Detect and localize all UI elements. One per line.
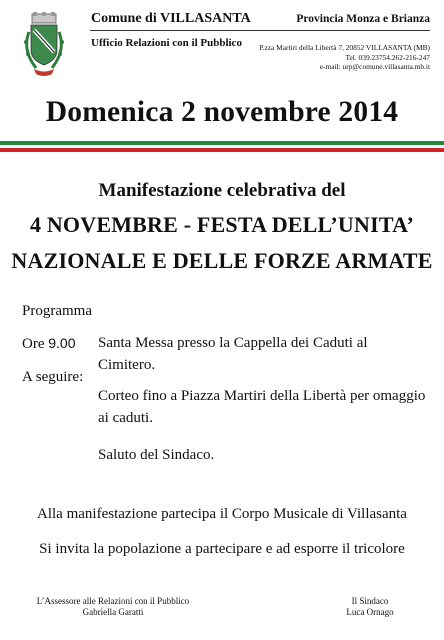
invitation-text: Si invita la popolazione a partecipare e ad esporre il tricolore	[39, 541, 405, 557]
messa-text: Santa Messa presso la Cappella dei Caduti al Cimitero.	[98, 335, 368, 373]
ore-time: 9.00	[48, 335, 76, 351]
municipal-crest-icon	[22, 12, 66, 78]
date-title: Domenica 2 novembre 2014	[45, 96, 399, 128]
assessore-name: Gabriella Garatti	[82, 607, 144, 617]
event-title-line3: NAZIONALE E DELLE FORZE ARMATE	[11, 248, 433, 273]
assessore-signature	[24, 596, 202, 618]
assessore-title: L’Assessore alle Relazioni con il Pubblico	[36, 596, 190, 606]
email-line: e-mail: urp@comune.villasanta.mb.it	[319, 62, 430, 71]
sindaco-signature	[330, 596, 410, 618]
address-line: P.zza Martiri della Libertà 7, 20852 VILLASANTA (MB)	[259, 43, 430, 52]
seguire-label: A seguire:	[22, 369, 84, 385]
corteo-text: Corteo fino a Piazza Martiri della Libertà per omaggio ai caduti.	[98, 388, 426, 426]
programme-label: Programma	[22, 303, 92, 319]
event-title-line1: Manifestazione celebrativa del	[98, 180, 346, 201]
header-divider	[90, 30, 430, 31]
sindaco-title: Il Sindaco	[351, 596, 389, 606]
provincia-name: Provincia Monza e Brianza	[296, 13, 430, 25]
sindaco-name: Luca Ornago	[346, 607, 394, 617]
phone-line: Tel. 039.23754.262-216-247	[345, 53, 430, 62]
flag-stripe-red	[0, 148, 444, 152]
comune-name: Comune di VILLASANTA	[91, 11, 251, 26]
ufficio-name: Ufficio Relazioni con il Pubblico	[91, 37, 242, 49]
ore-label	[22, 332, 76, 355]
saluto-text: Saluto del Sindaco.	[98, 447, 215, 463]
ore-text: Ore	[22, 336, 49, 352]
event-title-line2: 4 NOVEMBRE - FESTA DELL’UNITA’	[29, 212, 415, 237]
band-announcement: Alla manifestazione partecipa il Corpo Musicale di Villasanta	[37, 506, 407, 522]
